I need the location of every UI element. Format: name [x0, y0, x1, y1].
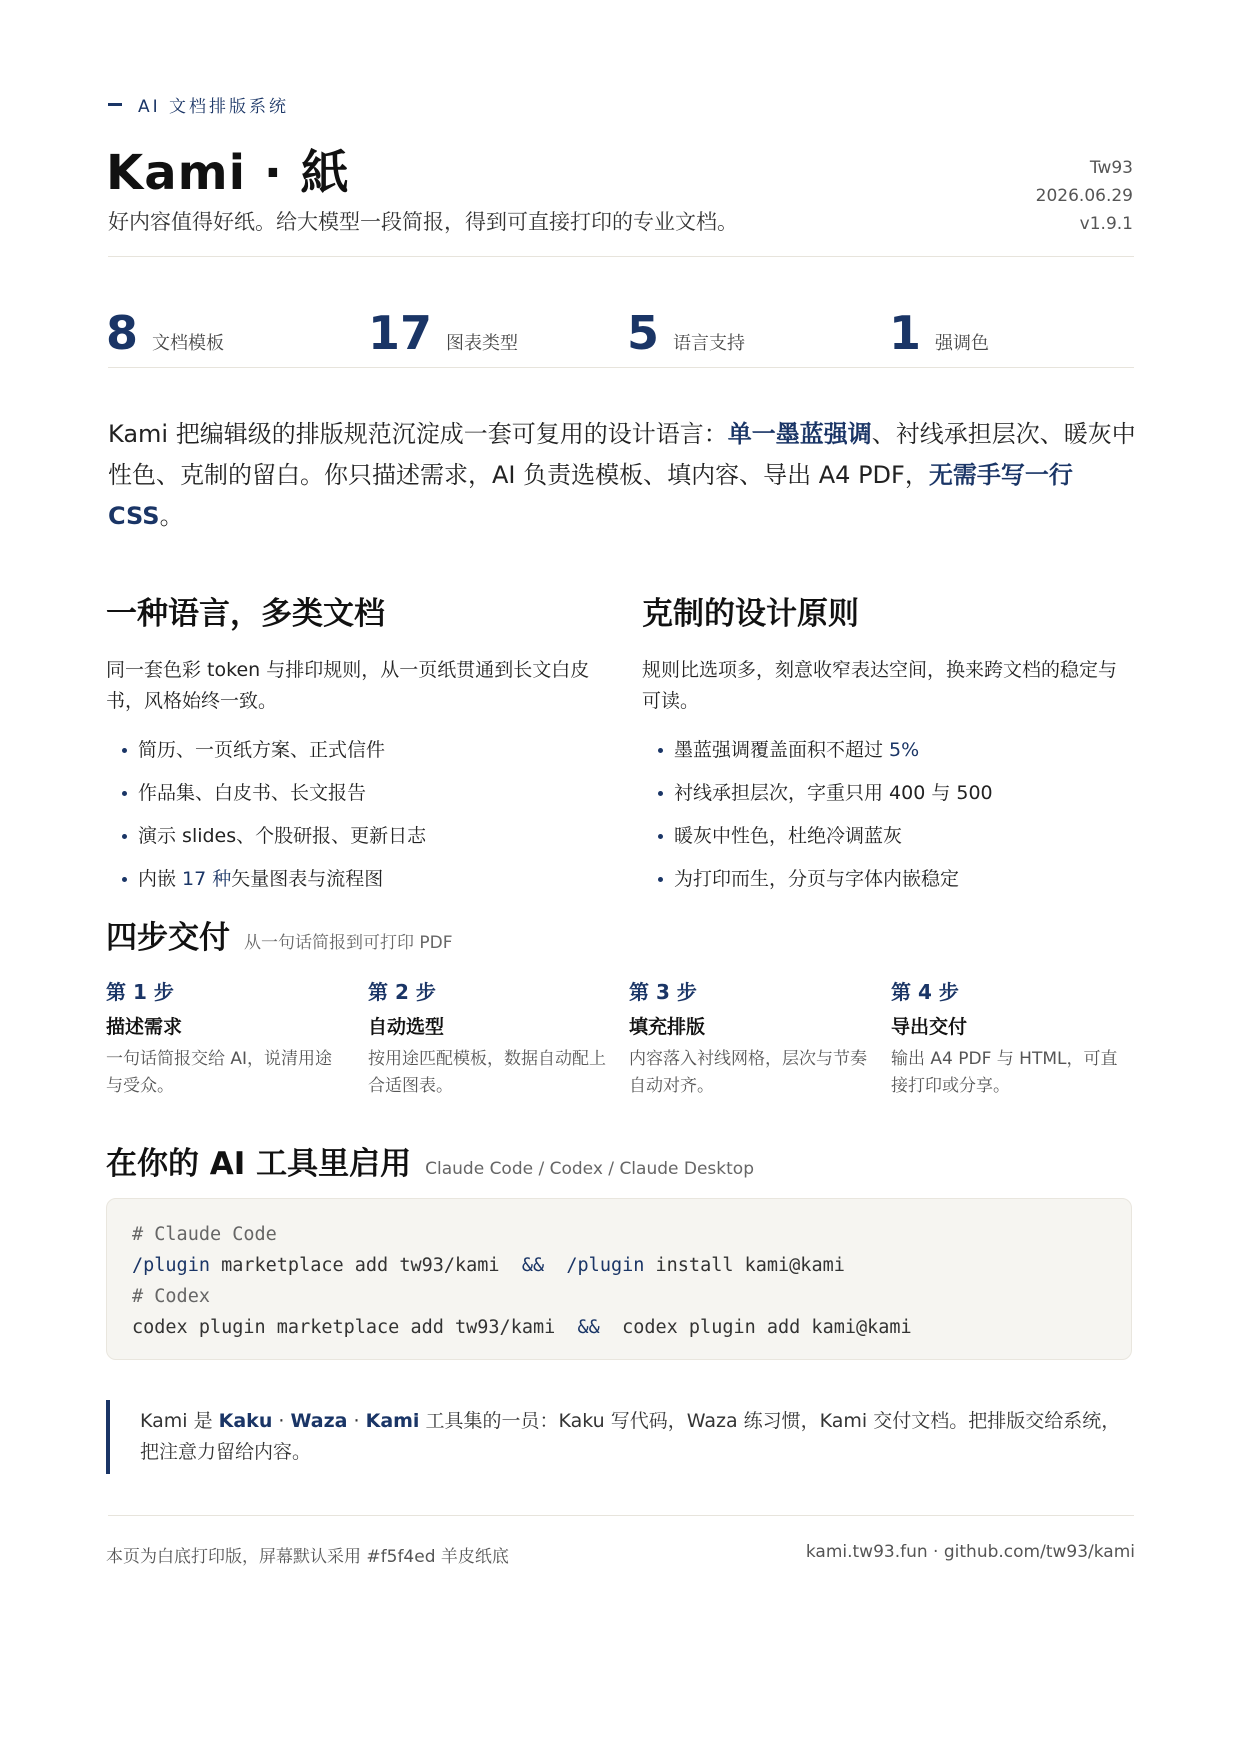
list-item-text: 墨蓝强调覆盖面积不超过: [674, 739, 890, 761]
section-desc: 规则比选项多，刻意收窄表达空间，换来跨文档的稳定与可读。: [642, 659, 1118, 712]
blockquote: [106, 1400, 1132, 1474]
page-title: Kami · 紙: [106, 145, 350, 201]
code-text: codex plugin add kami@kami: [599, 1317, 912, 1338]
code-block[interactable]: [106, 1198, 1132, 1360]
footer-note: 本页为白底打印版，屏幕默认采用 #f5f4ed 羊皮纸底: [106, 1547, 509, 1567]
left-column: [106, 588, 596, 901]
list-item-highlight: 17 种: [182, 868, 232, 890]
stats-divider: [108, 367, 1134, 368]
stat-templates: [106, 306, 224, 360]
code-keyword: /plugin: [566, 1255, 645, 1276]
section-heading: 一种语言，多类文档: [106, 596, 385, 632]
code-operator: &&: [521, 1255, 545, 1276]
quote-highlight: Kami: [365, 1410, 420, 1432]
quote-text: ·: [347, 1410, 366, 1432]
stat-charts: [368, 306, 518, 360]
list-item: [642, 858, 1132, 901]
code-text: codex plugin marketplace add tw93/kami: [132, 1317, 578, 1338]
code-comment: # Claude Code: [132, 1224, 277, 1245]
author: Tw93: [1089, 158, 1133, 178]
tools-heading: [106, 1138, 754, 1183]
list-item: [642, 729, 1132, 772]
step-number: 第 2 步: [368, 980, 436, 1004]
list-item-text: 简历、一页纸方案、正式信件: [138, 739, 386, 761]
list-item: [106, 858, 596, 901]
list-item-text: 内嵌: [138, 868, 183, 890]
step-2: [368, 976, 606, 1100]
bullet-icon: [658, 877, 663, 882]
code-line: [132, 1312, 1106, 1343]
code-keyword: /plugin: [132, 1255, 210, 1276]
list-item-text: 矢量图表与流程图: [231, 868, 384, 890]
steps-heading: [106, 912, 453, 957]
step-title: 自动选型: [368, 1016, 445, 1038]
section-heading: 四步交付: [106, 920, 230, 956]
version: v1.9.1: [1079, 214, 1133, 234]
bullet-icon: [122, 748, 127, 753]
section-heading: 在你的 AI 工具里启用: [106, 1146, 412, 1182]
list-item-highlight: 5%: [889, 739, 920, 761]
step-title: 描述需求: [106, 1016, 183, 1038]
stat-languages: [627, 306, 745, 360]
step-number: 第 1 步: [106, 980, 174, 1004]
code-text: install kami@kami: [644, 1255, 845, 1276]
right-column: [642, 588, 1132, 901]
kicker-bar: [108, 103, 122, 106]
intro-text: 。: [159, 502, 184, 530]
list-item-text: 衬线承担层次，字重只用 400 与 500: [674, 782, 993, 804]
stat-label: 强调色: [935, 333, 990, 354]
stat-accent: [889, 306, 989, 360]
kicker-text: AI 文档排版系统: [138, 97, 290, 117]
bullet-icon: [122, 791, 127, 796]
bullet-icon: [658, 834, 663, 839]
code-comment: # Codex: [132, 1286, 210, 1307]
section-heading: 克制的设计原则: [642, 596, 859, 632]
step-number: 第 3 步: [629, 980, 697, 1004]
step-number: 第 4 步: [891, 980, 959, 1004]
intro-text: Kami 把编辑级的排版规范沉淀成一套可复用的设计语言：: [108, 420, 728, 448]
list-item-text: 演示 slides、个股研报、更新日志: [138, 825, 427, 847]
intro-paragraph: [108, 414, 1138, 537]
bullet-list: [106, 729, 596, 901]
bullet-icon: [122, 834, 127, 839]
footer-links[interactable]: kami.tw93.fun · github.com/tw93/kami: [805, 1542, 1135, 1562]
stat-label: 图表类型: [446, 333, 519, 354]
footer-divider: [108, 1515, 1134, 1516]
list-item-text: 为打印而生，分页与字体内嵌稳定: [674, 868, 960, 890]
list-item: [106, 729, 596, 772]
step-desc: 内容落入衬线网格，层次与节奏自动对齐。: [629, 1049, 867, 1096]
quote-text: ·: [272, 1410, 291, 1432]
code-operator: &&: [577, 1317, 600, 1338]
step-1: [106, 976, 344, 1100]
stat-number: 17: [368, 306, 433, 360]
intro-highlight: 无需手写一行 CSS: [108, 461, 1073, 530]
step-title: 导出交付: [891, 1016, 968, 1038]
header-divider: [108, 256, 1134, 257]
step-3: [629, 976, 867, 1100]
stat-number: 8: [106, 306, 139, 360]
list-item-text: 暖灰中性色，杜绝冷调蓝灰: [674, 825, 903, 847]
stat-number: 5: [627, 306, 660, 360]
section-subheading: 从一句话简报到可打印 PDF: [244, 933, 453, 953]
list-item: [642, 772, 1132, 815]
step-title: 填充排版: [629, 1016, 706, 1038]
quote-highlight: Kaku: [218, 1410, 273, 1432]
list-item: [106, 772, 596, 815]
bullet-list: [642, 729, 1132, 901]
list-item-text: 作品集、白皮书、长文报告: [138, 782, 367, 804]
doc-meta: [1036, 154, 1133, 238]
bullet-icon: [658, 748, 663, 753]
list-item: [106, 815, 596, 858]
intro-text: 、衬线承担层次、暖灰中性色、克制的留白。你只描述需求，AI 负责选模板、填内容、导出 A4 PDF，: [108, 420, 1136, 489]
section-desc: 同一套色彩 token 与排印规则，从一页纸贯通到长文白皮书，风格始终一致。: [106, 659, 590, 712]
date: 2026.06.29: [1035, 186, 1133, 206]
bullet-icon: [122, 877, 127, 882]
intro-highlight: 单一墨蓝强调: [727, 420, 872, 448]
bullet-icon: [658, 791, 663, 796]
code-text: [544, 1255, 566, 1276]
kicker: [108, 92, 289, 117]
section-subheading: Claude Code / Codex / Claude Desktop: [425, 1159, 754, 1179]
stat-label: 文档模板: [152, 333, 225, 354]
step-desc: 输出 A4 PDF 与 HTML，可直接打印或分享。: [891, 1049, 1118, 1096]
quote-text: Kami 是: [140, 1410, 219, 1432]
code-line: [132, 1250, 1106, 1281]
step-desc: 按用途匹配模板，数据自动配上合适图表。: [368, 1049, 606, 1096]
step-4: [891, 976, 1129, 1100]
code-text: marketplace add tw93/kami: [209, 1255, 522, 1276]
stat-number: 1: [889, 306, 922, 360]
list-item: [642, 815, 1132, 858]
stat-label: 语言支持: [673, 333, 746, 354]
page-subtitle: 好内容值得好纸。给大模型一段简报，得到可直接打印的专业文档。: [108, 210, 738, 234]
quote-highlight: Waza: [290, 1410, 348, 1432]
quote-text: 工具集的一员：Kaku 写代码，Waza 练习惯，Kami 交付文档。把排版交给系统，把注意力留给内容。: [140, 1410, 1121, 1463]
step-desc: 一句话简报交给 AI，说清用途与受众。: [106, 1049, 333, 1096]
